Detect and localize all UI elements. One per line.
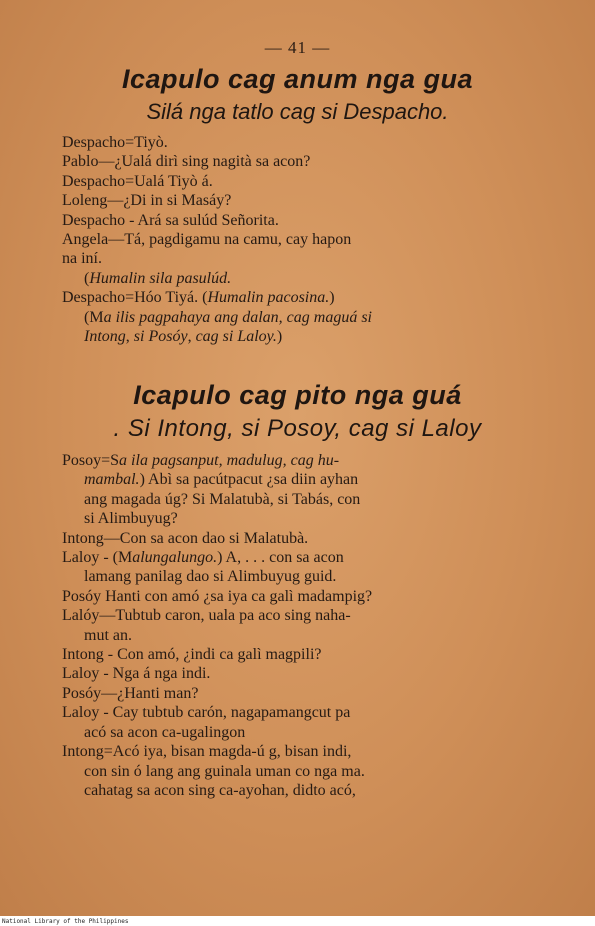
line-text: ) <box>329 289 335 307</box>
line-text: Intong - Con amó, ¿indi ca galì magpili? <box>62 646 322 664</box>
line-text: con sin ó lang ang guinala uman co nga ma. <box>84 762 365 780</box>
stage-direction: mambal. <box>84 471 140 489</box>
line-text: Despacho=Tiyò. <box>62 134 168 151</box>
line-text: si Alimbuyug? <box>84 510 178 528</box>
text-line <box>62 684 372 703</box>
line-text: Laloy - (M <box>62 549 133 567</box>
line-text: Posóy—¿Hanti man? <box>62 684 199 702</box>
stage-direction: Humalin pacosina. <box>207 289 330 307</box>
text-line <box>62 470 372 489</box>
line-text: ) <box>276 328 283 346</box>
stage-direction: alungalungo. <box>132 549 218 567</box>
text-line <box>62 191 372 210</box>
text-line <box>62 606 372 625</box>
text-line <box>62 781 372 800</box>
line-text: ( <box>84 269 90 287</box>
text-line <box>62 490 372 509</box>
page-number: — 41 — <box>264 38 331 57</box>
stage-direction: a ilis pagpahaya ang dalan, cag maguá si <box>103 308 372 326</box>
text-line <box>62 308 372 327</box>
line-text: Laloy - Cay tubtub carón, nagapamangcut pa <box>62 704 351 722</box>
stage-direction: Humalin sila pasulúd. <box>89 269 232 287</box>
line-text: cahatag sa acon sing ca-ayohan, didto acó, <box>84 781 356 799</box>
line-text: (M <box>84 308 104 326</box>
line-text: mut an. <box>84 626 132 644</box>
line-text: , <box>187 328 196 346</box>
line-text: Lalóy—Tubtub caron, uala pa aco sing naha- <box>62 607 351 625</box>
line-text: Posoy=S <box>62 452 120 469</box>
line-text: Angela—Tá, pagdigamu na camu, cay hapon <box>62 231 352 249</box>
text-line <box>62 529 372 548</box>
line-text: , <box>125 328 134 346</box>
chapter-title-16: Icapulo cag anum nga gua <box>121 64 474 94</box>
text-line <box>62 587 372 606</box>
line-text: Despacho=Ualá Tiyò á. <box>62 172 213 190</box>
chapter-subtitle-17: . Si Intong, si Posoy, cag si Laloy <box>113 415 482 442</box>
text-line <box>62 172 372 191</box>
text-line <box>62 152 372 171</box>
text-line <box>62 645 372 664</box>
chapter-subtitle-16: Silá nga tatlo cag si Despacho. <box>146 99 449 124</box>
library-credit: National Library of the Philippines <box>2 918 129 925</box>
line-text: ) Abì sa pacútpacut ¿sa diin ayhan <box>139 471 359 489</box>
dialogue-block-16 <box>62 133 372 346</box>
text-line <box>62 723 372 742</box>
line-text: Posóy Hanti con amó ¿sa iya ca galì madampig? <box>62 587 373 605</box>
text-line <box>62 703 372 722</box>
line-text: Pablo—¿Ualá dirì sing nagità sa acon? <box>62 153 311 171</box>
stage-direction: cag si Laloy. <box>195 328 277 346</box>
line-text: na iní. <box>62 250 102 268</box>
dialogue-block-17 <box>62 451 372 800</box>
stage-direction: Intong <box>84 328 126 346</box>
chapter-title-17: Icapulo cag pito nga guá <box>133 380 462 410</box>
text-line <box>62 548 372 567</box>
line-text: Despacho - Ará sa sulúd Señorita. <box>62 211 279 229</box>
text-line <box>62 509 372 528</box>
stage-direction: a ila pagsanput, madulug, cag hu- <box>119 452 340 469</box>
text-line <box>62 327 372 346</box>
stage-direction: si Posóy <box>133 328 188 346</box>
text-line <box>62 288 372 307</box>
line-text: Despacho=Hóo Tiyá. ( <box>62 289 208 307</box>
text-line <box>62 664 372 683</box>
line-text: Intong—Con sa acon dao si Malatubà. <box>62 529 309 547</box>
text-line <box>62 230 372 249</box>
line-text: Laloy - Nga á nga indi. <box>62 665 211 683</box>
text-line <box>62 269 372 288</box>
text-line <box>62 133 372 152</box>
line-text: lamang panilag dao si Alimbuyug guid. <box>84 568 337 586</box>
text-line <box>62 626 372 645</box>
line-text: acó sa acon ca-ugalingon <box>84 723 246 741</box>
line-text: ang magada úg? Si Malatubà, si Tabás, con <box>84 490 361 508</box>
text-line <box>62 567 372 586</box>
text-line <box>62 211 372 230</box>
text-line <box>62 762 372 781</box>
text-line <box>62 249 372 268</box>
text-line <box>62 451 372 470</box>
line-text: ) A, . . . con sa acon <box>217 549 344 567</box>
text-line <box>62 742 372 761</box>
line-text: Loleng—¿Di in si Masáy? <box>62 192 232 210</box>
line-text: Intong=Acó iya, bisan magda-ú g, bisan indi, <box>62 743 352 761</box>
